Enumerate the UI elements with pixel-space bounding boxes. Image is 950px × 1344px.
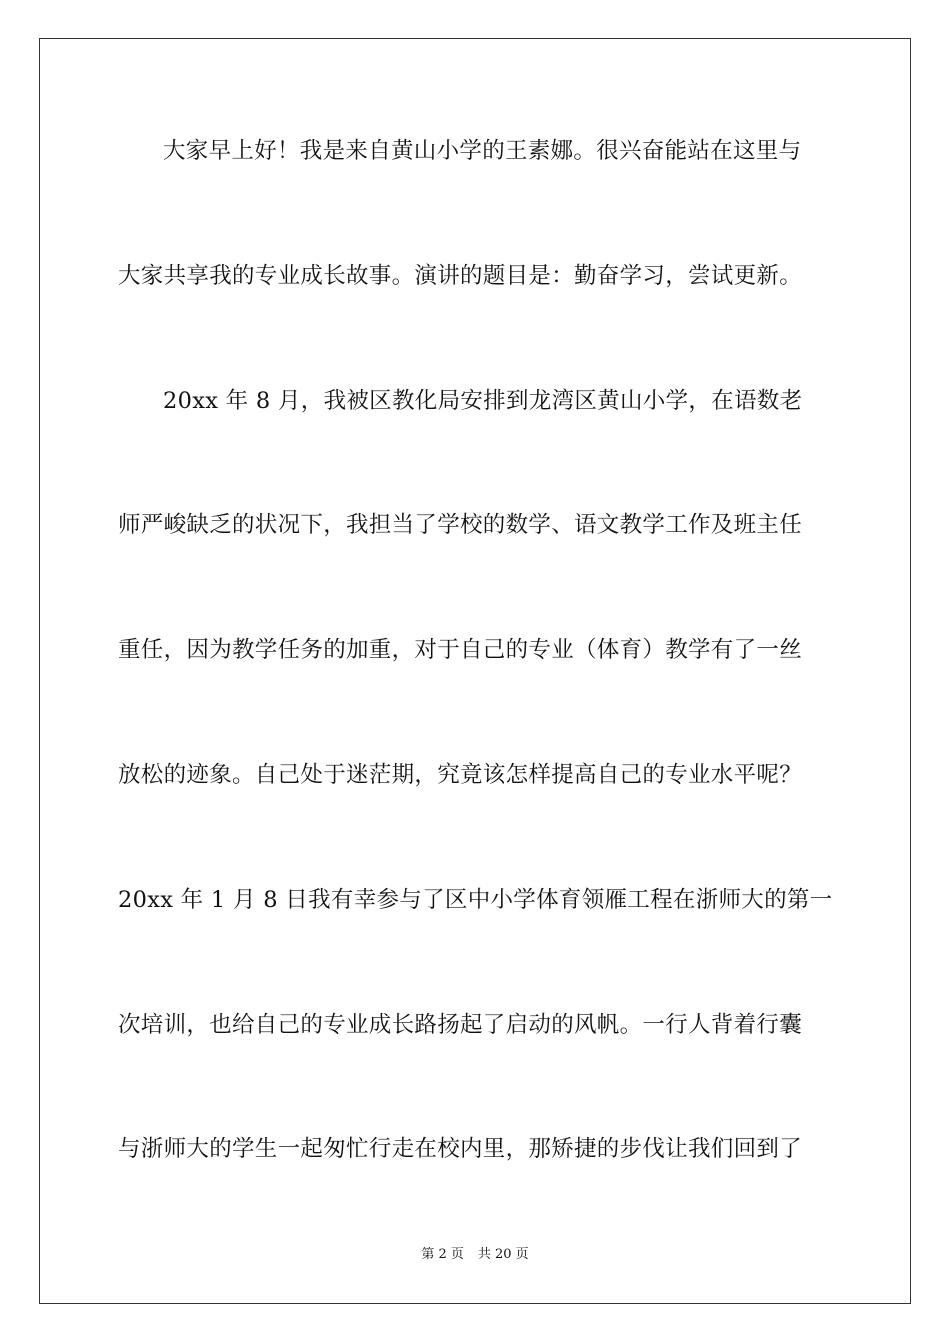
body-line-6: 放松的迹象。自己处于迷茫期，究竟该怎样提高自己的专业水平呢？ bbox=[118, 762, 803, 788]
body-line-9: 与浙师大的学生一起匆忙行走在校内里，那矫捷的步伐让我们回到了 bbox=[118, 1136, 803, 1162]
body-line-3: 20xx 年 8 月，我被区教化局安排到龙湾区黄山小学，在语数老 bbox=[163, 388, 803, 414]
body-line-5: 重任，因为教学任务的加重，对于自己的专业（体育）教学有了一丝 bbox=[118, 637, 803, 663]
body-line-1: 大家早上好！我是来自黄山小学的王素娜。很兴奋能站在这里与 bbox=[163, 138, 802, 164]
body-line-8: 次培训，也给自己的专业成长路扬起了启动的风帆。一行人背着行囊 bbox=[118, 1012, 803, 1038]
page-frame bbox=[39, 38, 911, 1304]
page-number: 第 2 页 bbox=[421, 1247, 464, 1262]
body-line-4: 师严峻缺乏的状况下，我担当了学校的数学、语文教学工作及班主任 bbox=[118, 512, 803, 538]
page-total: 共 20 页 bbox=[477, 1247, 529, 1262]
body-line-2: 大家共享我的专业成长故事。演讲的题目是：勤奋学习，尝试更新。 bbox=[118, 263, 803, 289]
page-footer bbox=[0, 1246, 950, 1264]
body-line-7: 20xx 年 1 月 8 日我有幸参与了区中小学体育领雁工程在浙师大的第一 bbox=[118, 887, 833, 913]
